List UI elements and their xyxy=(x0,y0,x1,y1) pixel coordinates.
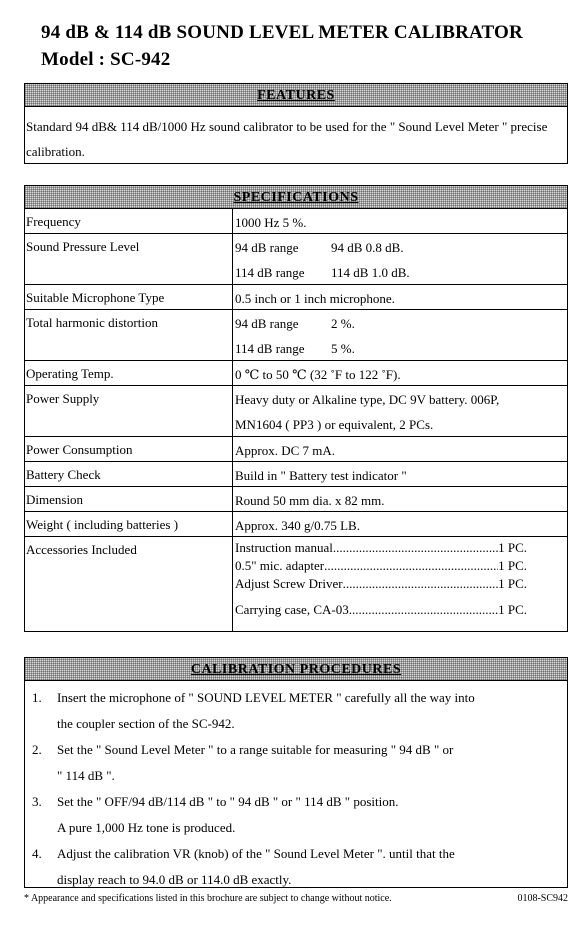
step-line: display reach to 94.0 dB or 114.0 dB exactly. xyxy=(57,872,292,887)
calibration-step xyxy=(25,737,567,789)
accessory-name: Carrying case, CA-03 xyxy=(235,602,349,617)
spec-row xyxy=(25,386,567,437)
calibration-step xyxy=(25,685,567,737)
spec-value xyxy=(233,234,567,284)
leader-dots xyxy=(343,575,499,593)
calibration-step xyxy=(25,789,567,841)
spec-label: Operating Temp. xyxy=(25,361,233,385)
spec-label: Total harmonic distortion xyxy=(25,310,233,360)
spec-row xyxy=(25,310,567,361)
spec-value xyxy=(233,512,567,536)
accessory-qty: 1 PC. xyxy=(498,602,527,617)
step-line: Insert the microphone of " SOUND LEVEL METER " carefully all the way into xyxy=(57,690,475,705)
step-number: 1. xyxy=(32,690,42,705)
spec-label: Dimension xyxy=(25,487,233,511)
range-label: 114 dB range xyxy=(235,265,305,280)
spec-row xyxy=(25,512,567,537)
spec-value-line: 0 ℃ to 50 ℃ (32 ˚F to 122 ˚F). xyxy=(235,367,401,382)
spec-label: Frequency xyxy=(25,209,233,233)
spec-label: Power Supply xyxy=(25,386,233,436)
spec-range-line xyxy=(235,236,567,261)
step-number: 3. xyxy=(32,794,42,809)
range-value: 94 dB 0.8 dB. xyxy=(331,240,404,255)
step-number: 4. xyxy=(32,846,42,861)
spec-label: Accessories Included xyxy=(25,537,233,632)
spec-label: Weight ( including batteries ) xyxy=(25,512,233,536)
accessory-name: Instruction manual xyxy=(235,540,333,555)
leader-dots xyxy=(333,539,498,557)
features-section xyxy=(24,83,568,164)
step-line: " 114 dB ". xyxy=(57,768,115,783)
spec-label: Battery Check xyxy=(25,462,233,486)
spec-value xyxy=(233,285,567,309)
accessory-name: 0.5" mic. adapter xyxy=(235,558,325,573)
spec-value-line: 1000 Hz 5 %. xyxy=(235,215,307,230)
spec-value xyxy=(233,437,567,461)
spec-row xyxy=(25,487,567,512)
calibration-heading: CALIBRATION PROCEDURES xyxy=(25,658,567,681)
spec-value xyxy=(233,310,567,360)
range-label: 94 dB range xyxy=(235,240,299,255)
calibration-steps xyxy=(25,681,567,893)
spec-label: Suitable Microphone Type xyxy=(25,285,233,309)
spec-value-line: Round 50 mm dia. x 82 mm. xyxy=(235,493,385,508)
spec-value xyxy=(233,537,567,632)
calibration-step xyxy=(25,841,567,893)
spec-row xyxy=(25,285,567,310)
spec-row xyxy=(25,462,567,487)
accessory-qty: 1 PC. xyxy=(498,558,527,573)
spec-value xyxy=(233,462,567,486)
range-value: 5 %. xyxy=(331,341,355,356)
step-line: Set the " Sound Level Meter " to a range suitable for measuring " 94 dB " or xyxy=(57,742,454,757)
accessory-qty: 1 PC. xyxy=(498,576,527,591)
step-text xyxy=(57,841,567,893)
step-text xyxy=(57,685,567,737)
spec-row xyxy=(25,537,567,632)
range-value: 2 %. xyxy=(331,316,355,331)
leader-dots xyxy=(349,601,498,619)
range-label: 114 dB range xyxy=(235,341,305,356)
spec-value-line: Approx. DC 7 mA. xyxy=(235,443,336,458)
spec-row xyxy=(25,361,567,386)
spec-value xyxy=(233,361,567,385)
spec-row xyxy=(25,437,567,462)
specifications-table xyxy=(24,185,568,632)
step-line: Set the " OFF/94 dB/114 dB " to " 94 dB " or " 114 dB " position. xyxy=(57,794,399,809)
spec-label: Power Consumption xyxy=(25,437,233,461)
spec-value-line: Approx. 340 g/0.75 LB. xyxy=(235,518,360,533)
accessory-item xyxy=(235,539,527,557)
specifications-heading: SPECIFICATIONS xyxy=(25,186,567,209)
step-text xyxy=(57,789,567,841)
spec-value-line: MN1604 ( PP3 ) or equivalent, 2 PCs. xyxy=(235,417,434,432)
model-number: Model : SC-942 xyxy=(41,49,171,70)
spec-row xyxy=(25,209,567,234)
footer xyxy=(24,893,568,904)
accessory-item xyxy=(235,575,527,593)
specifications-rows xyxy=(25,209,567,632)
step-text xyxy=(57,737,567,789)
accessory-item xyxy=(235,601,527,619)
accessory-qty: 1 PC. xyxy=(498,540,527,555)
step-line: A pure 1,000 Hz tone is produced. xyxy=(57,820,236,835)
spec-value-line: 0.5 inch or 1 inch microphone. xyxy=(235,291,395,306)
spec-value-line: Heavy duty or Alkaline type, DC 9V battery. 006P, xyxy=(235,392,500,407)
leader-dots xyxy=(324,557,498,575)
range-value: 114 dB 1.0 dB. xyxy=(331,265,410,280)
step-line: the coupler section of the SC-942. xyxy=(57,716,235,731)
step-line: Adjust the calibration VR (knob) of the " Sound Level Meter ". until that the xyxy=(57,846,455,861)
spec-label: Sound Pressure Level xyxy=(25,234,233,284)
features-heading: FEATURES xyxy=(25,84,567,107)
spec-value xyxy=(233,386,567,436)
range-label: 94 dB range xyxy=(235,316,299,331)
step-number: 2. xyxy=(32,742,42,757)
spec-value xyxy=(233,487,567,511)
spec-value-line: Build in " Battery test indicator " xyxy=(235,468,407,483)
accessory-name: Adjust Screw Driver xyxy=(235,576,343,591)
spec-value xyxy=(233,209,567,233)
features-text: Standard 94 dB& 114 dB/1000 Hz sound calibrator to be used for the " Sound Level Meter " precise calibration. xyxy=(26,119,548,159)
calibration-section xyxy=(24,657,568,888)
spec-range-line xyxy=(235,337,567,362)
spec-range-line xyxy=(235,261,567,286)
accessory-item xyxy=(235,557,527,575)
spec-row xyxy=(25,234,567,285)
spec-range-line xyxy=(235,312,567,337)
footer-note: * Appearance and specifications listed in this brochure are subject to change without notice. xyxy=(24,893,392,904)
document-code: 0108-SC942 xyxy=(517,893,568,904)
document-title: 94 dB & 114 dB SOUND LEVEL METER CALIBRATOR xyxy=(41,22,523,43)
